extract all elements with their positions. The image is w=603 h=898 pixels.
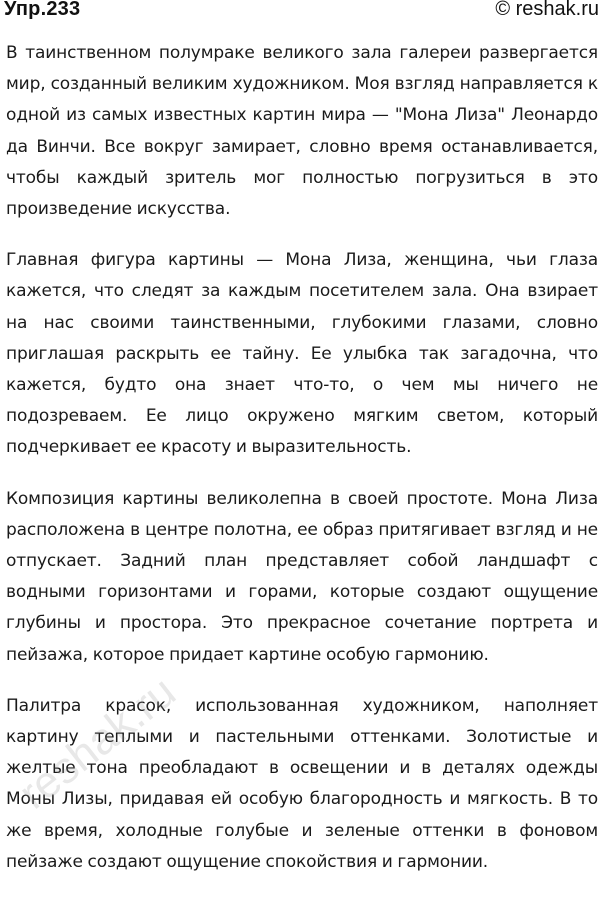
site-credit[interactable]: © reshak.ru — [495, 0, 599, 20]
exercise-text — [6, 38, 598, 898]
paragraph-2: Главная фигура картины — Мона Лиза, женщина, чьи глаза кажется, что следят за каждым посетителем зала. Она взирает на нас своими таинственными, глубокими глазами, словно приглашая раскрыть ее тайну. Ее улыбка так загадочна, что кажется, будто она знает что-то, о чем мы ничего не подозреваем. Ее лицо окружено мягким светом, который подчеркивает ее красоту и выразительность. — [6, 250, 598, 458]
paragraph-4: Палитра красок, использованная художником, наполняет картину теплыми и пастельными оттенками. Золотистые и желтые тона преобладают в освещении и в деталях одежды Моны Лизы, придавая ей особую благородность и мягкость. В то же время, холодные голубые и зеленые оттенки в фоновом пейзаже создают ощущение спокойствия и гармонии. — [6, 695, 598, 872]
watermark: reshak.ru — [10, 667, 185, 819]
paragraph-3: Композиция картины великолепна в своей простоте. Мона Лиза расположена в центре полотна, ее образ притягивает взгляд и не отпускает. Задний план представляет собой ландшафт с водными горизонтами и горами, которые создают ощущение глубины и простора. Это прекрасное сочетание портрета и пейзажа, которое придает картине особую гармонию. — [6, 488, 598, 665]
exercise-title: Упр.233 — [4, 0, 81, 20]
paragraph-1: В таинственном полумраке великого зала галереи развергается мир, созданный великим художником. Моя взгляд направляется к одной из самых известных картин мира — "Мона Лиза" Леонардо да Винчи. Все вокруг замирает, словно время останавливается, чтобы каждый зритель мог полностью погрузиться в это произведение искусства. — [6, 43, 598, 220]
page-header — [0, 0, 603, 26]
